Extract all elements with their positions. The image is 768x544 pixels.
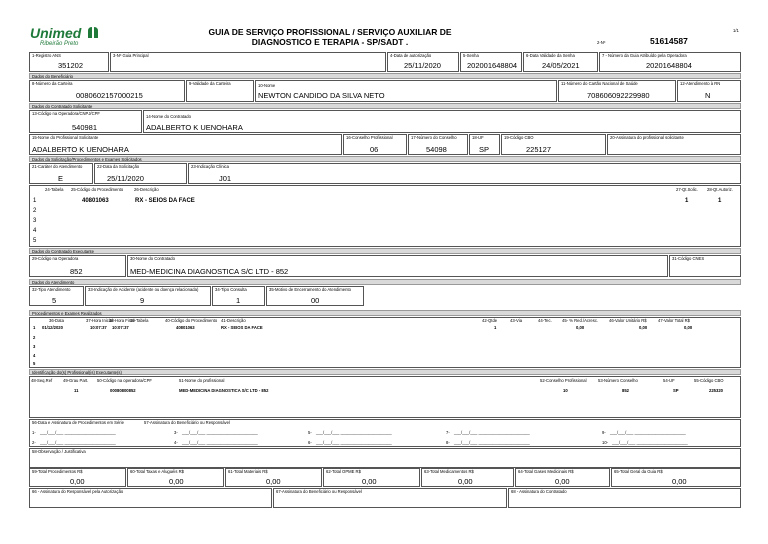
section-executante: Dados do Contratado Executante xyxy=(29,248,741,254)
table-row: 2 xyxy=(33,208,37,214)
field-total-gases: 64-Total Gases Medicinais R$ 0,00 xyxy=(515,468,610,487)
section-solicitacao: Dados da Solicitação/Procedimentos e Exames Solicitados xyxy=(29,156,741,162)
field-indicacao-acidente: 33-Indicação de Acidente (acidente ou doença relacionada) 9 xyxy=(85,286,211,306)
guide-number-label: 2-Nº xyxy=(597,40,606,45)
codigo-solicitante-value: 540981 xyxy=(72,123,98,132)
col-descricao: 26-Descrição xyxy=(134,187,159,192)
field-motivo-encerramento: 35-Motivo de Encerramento do Atendimento 00 xyxy=(266,286,364,306)
field-cnes: 31-Código CNES xyxy=(669,255,741,277)
field-data-autorizacao: 4-Data de autorização 25/11/2020 xyxy=(387,52,459,72)
page-number: 1/1 xyxy=(733,28,739,33)
field-total-taxas: 60-Total Taxas e Aluguéis R$ 0,00 xyxy=(127,468,224,487)
tipo-atendimento-value: 5 xyxy=(52,296,57,305)
field-assinatura-autorizacao: 66 - Assinatura do Responsável pela Autorização xyxy=(29,488,272,508)
indicacao-acidente-value: 9 xyxy=(140,296,145,305)
total-taxas-value: 0,00 xyxy=(169,477,184,486)
title-line-1: GUIA DE SERVIÇO PROFISSIONAL / SERVIÇO AUXILIAR DE xyxy=(208,27,452,37)
conselho-value: 06 xyxy=(370,145,379,154)
field-assinaturas-serie: 56-Data e Assinatura de Procedimentos em Série 57-Assinatura do Beneficiário ou Responsável 1- ___/___/___ ______________________ 2- ___/___/___ ______________________ 3- ___/___/___ ______________________ 4- ___/___/___ ______________________ 5- ___/___/___ ______________________ 6- ___/___/___ ______________________ 7- ___/___/___ ______________________ 8- ___/___/___ ______________________ 9- ___/___/___ ______________________ 10- ___/___/___ ______________________ xyxy=(29,419,741,447)
field-observacao: 58-Observação / Justificativa xyxy=(29,448,741,468)
section-equipe: Identificação do(s) Profissional(is) Executante(s) xyxy=(29,369,741,375)
field-cbo: 19-Código CBO 225127 xyxy=(501,134,606,155)
field-assinatura-solicitante: 20-Assinatura do profissional solicitante xyxy=(607,134,741,155)
table-row: 2 xyxy=(33,335,36,340)
validade-senha-value: 24/05/2021 xyxy=(542,61,580,70)
senha-value: 202001648804 xyxy=(467,61,518,70)
data-solicitacao-value: 25/11/2020 xyxy=(107,174,144,183)
profissional-solicitante-value: ADALBERTO K UENOHARA xyxy=(32,145,129,154)
table-row: 5 xyxy=(33,361,36,366)
field-indicacao-clinica: 23-Indicação Clínica J01 xyxy=(188,163,741,184)
field-profissional-solicitante: 15-Nome do Profissional Solicitante ADALBERTO K UENOHARA xyxy=(29,134,342,155)
registro-ans-value: 351202 xyxy=(58,61,84,70)
motivo-encerramento-value: 00 xyxy=(311,296,320,305)
guia-operadora-value: 20201648804 xyxy=(646,61,692,70)
total-medicamentos-value: 0,00 xyxy=(458,477,473,486)
col-qt-solic: 27-Qt.Solic. xyxy=(676,187,698,192)
field-total-materiais: 61-Total Materiais R$ 0,00 xyxy=(225,468,322,487)
field-senha: 5-Senha 202001648804 xyxy=(460,52,522,72)
total-materiais-value: 0,00 xyxy=(266,477,281,486)
table-row: 3 xyxy=(33,218,37,224)
total-opme-value: 0,00 xyxy=(362,477,377,486)
numero-conselho-value: 54098 xyxy=(426,145,447,154)
table-equipe: 48-Seq.Ref 49-Grau Part. 50-Código na operadora/CPF 51-Nome do profissional 52-Conselho Profissional 53-Número Conselho 54-UF 55-Código CBO 11 00080800852 MED-MEDICINA DIAGNOSTICA S/C LTD - 852 10 852 SP 225320 xyxy=(29,376,741,418)
nome-executante-value: MED-MEDICINA DIAGNOSTICA S/C LTD - 852 xyxy=(130,267,289,276)
nome-contratado-value: ADALBERTO K UENOHARA xyxy=(146,123,243,132)
uf-value: SP xyxy=(479,145,490,154)
field-atendimento-rn: 12-Atendimento à RN N xyxy=(677,80,741,102)
field-total-medicamentos: 63-Total Medicamentos R$ 0,00 xyxy=(421,468,514,487)
field-tipo-atendimento: 32-Tipo Atendimento 5 xyxy=(29,286,84,306)
field-codigo-solicitante: 13-Código na Operadora/CNPJ/CPF 540981 xyxy=(29,110,142,133)
field-nome-beneficiario: 10-Nome NEWTON CANDIDO DA SILVA NETO xyxy=(255,80,557,102)
table-row: 1 40801063 RX - SEIOS DA FACE 1 1 xyxy=(33,198,722,204)
carater-value: E xyxy=(58,174,64,183)
table-row: 11 00080800852 MED-MEDICINA DIAGNOSTICA S/C LTD - 852 10 852 SP 225320 xyxy=(74,388,723,393)
cbo-value: 225127 xyxy=(526,145,552,154)
section-beneficiario: Dados do Beneficiário xyxy=(29,73,741,79)
carteira-value: 0080602157000215 xyxy=(76,91,143,100)
data-autorizacao-value: 25/11/2020 xyxy=(404,61,441,70)
field-codigo-executante: 29-Código na Operadora 852 xyxy=(29,255,126,277)
field-uf: 18-UF SP xyxy=(469,134,500,155)
field-total-geral: 65-Total Geral da Guia R$ 0,00 xyxy=(611,468,741,487)
table-row: 4 xyxy=(33,353,36,358)
field-validade-senha: 6-Data Validade da Senha 24/05/2021 xyxy=(523,52,598,72)
total-gases-value: 0,00 xyxy=(555,477,570,486)
total-procedimentos-value: 0,00 xyxy=(70,477,85,486)
section-realizados: Procedimentos e Exames Realizados xyxy=(29,310,741,316)
logo-brand: Unimed xyxy=(30,25,82,41)
codigo-executante-value: 852 xyxy=(70,267,83,276)
atendimento-rn-value: N xyxy=(705,91,711,100)
field-nome-executante: 30-Nome do Contratado MED-MEDICINA DIAGNOSTICA S/C LTD - 852 xyxy=(127,255,668,277)
logo-city: Ribeirão Preto xyxy=(40,41,79,47)
table-row: 4 xyxy=(33,228,37,234)
guide-number: 51614587 xyxy=(650,36,688,46)
field-validade-carteira: 9-Validade da Carteira xyxy=(186,80,254,102)
tipo-consulta-value: 1 xyxy=(236,296,241,305)
field-assinatura-contratado: 68 - Assinatura do Contratado xyxy=(508,488,741,508)
field-nome-contratado: 14-Nome do Contratado ADALBERTO K UENOHARA xyxy=(143,110,741,133)
form-title xyxy=(180,27,480,47)
indicacao-clinica-value: J01 xyxy=(219,174,232,183)
cns-value: 708606092229980 xyxy=(587,91,650,100)
table-realizados: 36-Data 37-Hora Inicial 38-Hora Final 39-Tabela 40-Código do Procedimento 41-Descrição 42-Qtde 43-Via 44-Tec. 45- % Red./Acresc. 46-Valor Unitário R$ 47-Valor Total R$ 1 01/12/2020 10:07:37 10:07:37 40801063 RX - SEIOS DA FACE 1 0,00 0,00 0,00 2 3 4 5 xyxy=(29,317,741,368)
total-geral-value: 0,00 xyxy=(672,477,687,486)
unimed-tree-icon xyxy=(86,26,100,39)
field-numero-conselho: 17-Número do Conselho 54098 xyxy=(408,134,468,155)
table-solicitados xyxy=(29,185,741,247)
col-qt-autoriz: 28-Qt.Autoriz. xyxy=(707,187,733,192)
field-total-opme: 62-Total OPME R$ 0,00 xyxy=(323,468,420,487)
col-tabela: 24-Tabela xyxy=(45,187,64,192)
table-row: 3 xyxy=(33,344,36,349)
field-total-procedimentos: 59-Total Procedimentos R$ 0,00 xyxy=(29,468,126,487)
field-registro-ans: 1-Registro ANS 351202 xyxy=(29,52,109,72)
table-row: 5 xyxy=(33,238,37,244)
field-guia-principal: 3-Nº Guia Principal xyxy=(110,52,386,72)
field-tipo-consulta: 34-Tipo Consulta 1 xyxy=(212,286,265,306)
field-carteira: 8-Número da Carteira 0080602157000215 xyxy=(29,80,185,102)
field-cns: 11-Número do Cartão Nacional de Saúde 708606092229980 xyxy=(558,80,676,102)
field-carater: 21-Caráter do Atendimento E xyxy=(29,163,93,184)
title-line-2: DIAGNOSTICO E TERAPIA - SP/SADT . xyxy=(251,37,409,47)
section-solicitante: Dados do Contratado Solicitante xyxy=(29,103,741,109)
nome-beneficiario-value: NEWTON CANDIDO DA SILVA NETO xyxy=(258,91,385,100)
field-conselho: 16-Conselho Profissional 06 xyxy=(343,134,407,155)
col-codigo: 25-Código do Procedimento xyxy=(71,187,124,192)
field-guia-operadora: 7 - Número da Guia Atribuído pela Operadora 20201648804 xyxy=(599,52,741,72)
table-row: 1 01/12/2020 10:07:37 10:07:37 40801063 RX - SEIOS DA FACE 1 0,00 0,00 0,00 xyxy=(33,325,693,330)
unimed-logo xyxy=(30,25,110,51)
section-atendimento: Dados do Atendimento xyxy=(29,279,741,285)
field-assinatura-beneficiario: 67-Assinatura do Beneficiário ou Responsável xyxy=(273,488,507,508)
field-data-solicitacao: 22-Data da Solicitação 25/11/2020 xyxy=(94,163,187,184)
